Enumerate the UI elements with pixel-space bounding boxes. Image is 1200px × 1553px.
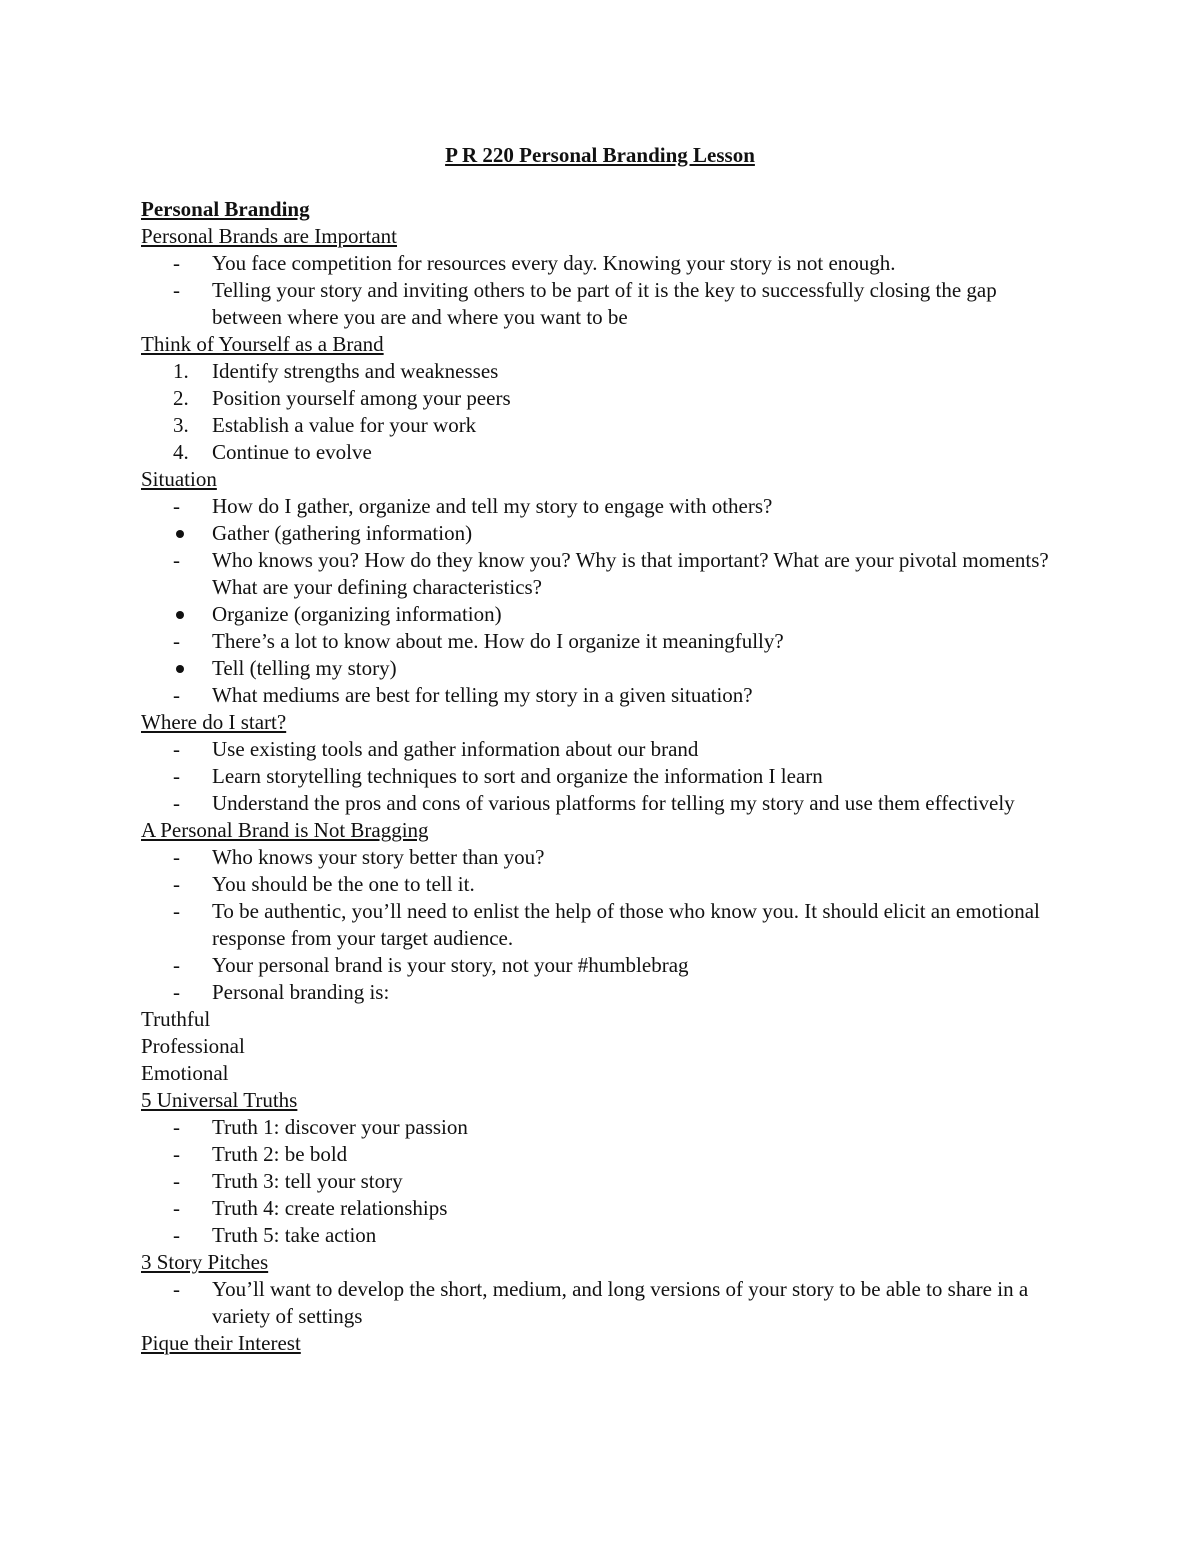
list-item xyxy=(141,601,1061,628)
list-item-text: You should be the one to tell it. xyxy=(212,872,475,896)
number-marker: 2. xyxy=(173,386,189,410)
number-marker: 3. xyxy=(173,413,189,437)
list-item xyxy=(141,898,1061,952)
list-item xyxy=(141,277,1061,331)
subheading: Pique their Interest xyxy=(141,1331,301,1355)
list-item xyxy=(141,682,1061,709)
list-item-text: There’s a lot to know about me. How do I organize it meaningfully? xyxy=(212,629,784,653)
dash-marker: - xyxy=(173,980,180,1004)
dash-marker: - xyxy=(173,548,180,572)
subheading: Personal Brands are Important xyxy=(141,224,398,248)
list-item-text: Use existing tools and gather information about our brand xyxy=(212,737,699,761)
list-item-text: Who knows your story better than you? xyxy=(212,845,545,869)
list-item xyxy=(141,439,1061,466)
plain-line: Truthful xyxy=(141,1007,211,1031)
sections xyxy=(141,223,1061,1357)
list-item xyxy=(141,979,1061,1006)
subheading: Situation xyxy=(141,467,217,491)
list-item xyxy=(141,1276,1061,1330)
list-item xyxy=(141,1168,1061,1195)
list-item xyxy=(141,1195,1061,1222)
list-item-text: You’ll want to develop the short, medium, and long versions of your story to be able to share in a variety of settings xyxy=(212,1277,1029,1328)
document-body xyxy=(141,142,1061,1357)
list-item xyxy=(141,736,1061,763)
dash-marker: - xyxy=(173,1277,180,1301)
list-item-text: Learn storytelling techniques to sort and organize the information I learn xyxy=(212,764,823,788)
dash-marker: - xyxy=(173,764,180,788)
list-item xyxy=(141,358,1061,385)
subheading: Where do I start? xyxy=(141,710,287,734)
list-item-text: Establish a value for your work xyxy=(212,413,477,437)
list-item xyxy=(141,412,1061,439)
document-title: P R 220 Personal Branding Lesson xyxy=(445,143,755,167)
dash-marker: - xyxy=(173,278,180,302)
list-item-text: Understand the pros and cons of various platforms for telling my story and use them effectively xyxy=(212,791,1015,815)
list-item xyxy=(141,250,1061,277)
list-item-text: Your personal brand is your story, not your #humblebrag xyxy=(212,953,689,977)
list-item-text: Identify strengths and weaknesses xyxy=(212,359,499,383)
list-item-text: Truth 1: discover your passion xyxy=(212,1115,468,1139)
dash-marker: - xyxy=(173,251,180,275)
list-item xyxy=(141,385,1061,412)
list-item xyxy=(141,520,1061,547)
dash-marker: - xyxy=(173,845,180,869)
list-item xyxy=(141,844,1061,871)
section-heading: Personal Branding xyxy=(141,197,310,221)
dash-marker: - xyxy=(173,872,180,896)
plain-line: Professional xyxy=(141,1034,245,1058)
list-item-text: Organize (organizing information) xyxy=(212,602,502,626)
list-item xyxy=(141,655,1061,682)
list-item-text: Truth 2: be bold xyxy=(212,1142,348,1166)
list-item xyxy=(141,547,1061,601)
list-item-text: Gather (gathering information) xyxy=(212,521,473,545)
number-marker: 4. xyxy=(173,440,189,464)
dash-marker: - xyxy=(173,1223,180,1247)
list-item-text: Position yourself among your peers xyxy=(212,386,511,410)
dash-marker: - xyxy=(173,899,180,923)
list-item xyxy=(141,1114,1061,1141)
dash-marker: - xyxy=(173,494,180,518)
subheading: A Personal Brand is Not Bragging xyxy=(141,818,429,842)
dash-marker: - xyxy=(173,1142,180,1166)
plain-line: Emotional xyxy=(141,1061,229,1085)
list-item xyxy=(141,1222,1061,1249)
list-item-text: To be authentic, you’ll need to enlist the help of those who know you. It should elicit an emotional response from your target audience. xyxy=(212,899,1040,950)
list-item-text: How do I gather, organize and tell my story to engage with others? xyxy=(212,494,773,518)
list-item-text: What mediums are best for telling my story in a given situation? xyxy=(212,683,753,707)
list-item xyxy=(141,763,1061,790)
list-item-text: Who knows you? How do they know you? Why is that important? What are your pivotal moments? What are your defining characteristics? xyxy=(212,548,1049,599)
subheading: 3 Story Pitches xyxy=(141,1250,269,1274)
list-item-text: Truth 5: take action xyxy=(212,1223,377,1247)
dash-marker: - xyxy=(173,683,180,707)
list-item-text: Tell (telling my story) xyxy=(212,656,397,680)
dash-marker: - xyxy=(173,1169,180,1193)
number-marker: 1. xyxy=(173,359,189,383)
list-item xyxy=(141,628,1061,655)
dash-marker: - xyxy=(173,1115,180,1139)
dash-marker: - xyxy=(173,953,180,977)
list-item-text: Truth 4: create relationships xyxy=(212,1196,448,1220)
list-item xyxy=(141,871,1061,898)
list-item-text: Telling your story and inviting others to be part of it is the key to successfully closing the gap between where you are and where you want to be xyxy=(212,278,997,329)
list-item-text: You face competition for resources every day. Knowing your story is not enough. xyxy=(212,251,896,275)
list-item xyxy=(141,493,1061,520)
list-item-text: Personal branding is: xyxy=(212,980,390,1004)
dash-marker: - xyxy=(173,791,180,815)
subheading: 5 Universal Truths xyxy=(141,1088,298,1112)
list-item xyxy=(141,952,1061,979)
dash-marker: - xyxy=(173,1196,180,1220)
list-item-text: Continue to evolve xyxy=(212,440,372,464)
list-item xyxy=(141,790,1061,817)
subheading: Think of Yourself as a Brand xyxy=(141,332,384,356)
list-item xyxy=(141,1141,1061,1168)
dash-marker: - xyxy=(173,629,180,653)
list-item-text: Truth 3: tell your story xyxy=(212,1169,403,1193)
dash-marker: - xyxy=(173,737,180,761)
